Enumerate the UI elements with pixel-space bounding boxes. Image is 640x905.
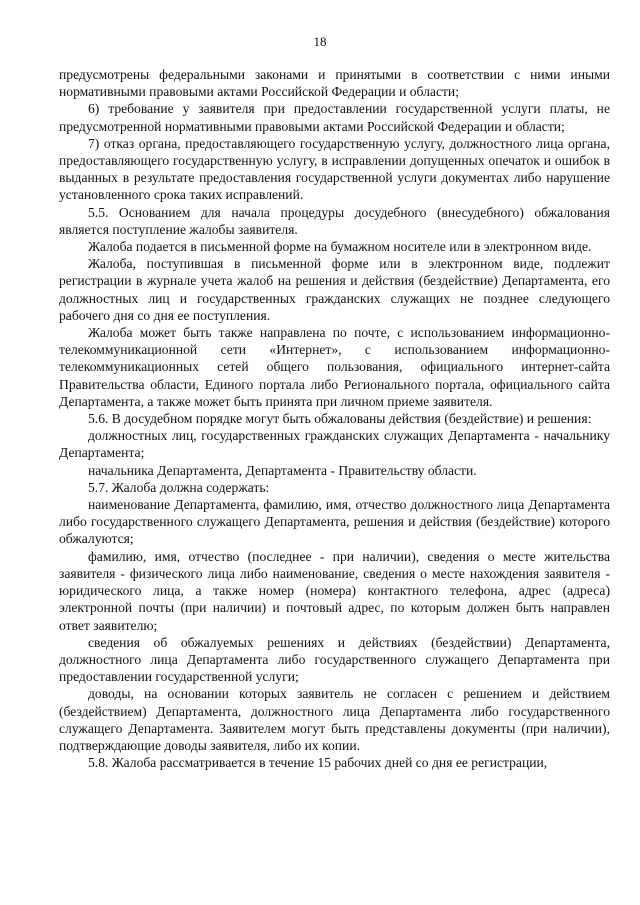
body-text xyxy=(59,66,610,771)
paragraph: 5.5. Основанием для начала процедуры досудебного (внесудебного) обжалования является поступление жалобы заявителя. xyxy=(59,204,610,237)
page-number: 18 xyxy=(313,34,327,49)
paragraph: 5.6. В досудебном порядке могут быть обжалованы действия (бездействие) и решения: xyxy=(88,411,592,427)
paragraph: начальника Департамента, Департамента - Правительству области. xyxy=(88,462,477,478)
paragraph: Жалоба может быть также направлена по почте, с использованием информационно-телекоммуникационной сети «Интернет», с использованием информационно-телекоммуникационных сетей общего пользования, официального интернет-сайта Правительства области, Единого портала либо Регионального портала, официального сайта Департамента, а также может быть принята при личном приеме заявителя. xyxy=(59,325,610,409)
paragraph: 5.8. Жалоба рассматривается в течение 15 рабочих дней со дня ее регистрации, xyxy=(88,755,548,771)
paragraph: Жалоба подается в письменной форме на бумажном носителе или в электронном виде. xyxy=(88,239,592,255)
paragraph: наименование Департамента, фамилию, имя, отчество должностного лица Департамента либо государственного служащего Департамента, решения и действия (бездействие) которого обжалуются; xyxy=(59,497,610,547)
paragraph: сведения об обжалуемых решениях и действиях (бездействии) Департамента, должностного лица Департамента либо государственного служащего Департамента при предоставлении государственной услуги; xyxy=(59,634,610,685)
paragraph: 7) отказ органа, предоставляющего государственную услугу, должностного лица органа, предоставляющего государственную услугу, в исправлении допущенных опечаток и ошибок в выданных в результате предоставления государственной услуги документах либо нарушение установленного срока таких исправлений. xyxy=(59,135,610,203)
paragraph: 5.7. Жалоба должна содержать: xyxy=(88,479,270,495)
paragraph: 6) требование у заявителя при предоставлении государственной услуги платы, не предусмотренной нормативными правовыми актами Российской Федерации и области; xyxy=(59,101,610,134)
paragraph: Жалоба, поступившая в письменной форме или в электронном виде, подлежит регистрации в журнале учета жалоб на решения и действия (бездействие) Департамента, его должностных лиц и государственных гражданских служащих не позднее следующего рабочего дня со дня ее поступления. xyxy=(59,256,610,323)
paragraph: должностных лиц, государственных гражданских служащих Департамента - начальнику Департамента; xyxy=(59,428,610,461)
paragraph: предусмотрены федеральными законами и принятыми в соответствии с ними иными нормативными правовыми актами Российской Федерации и области; xyxy=(59,67,610,100)
paragraph: доводы, на основании которых заявитель не согласен с решением и действием (бездействием) Департамента, должностного лица Департамента либо государственного служащего Департамента. Заявителем могут быть представлены документы (при наличии), подтверждающие доводы заявителя, либо их копии. xyxy=(59,686,610,753)
paragraph: фамилию, имя, отчество (последнее - при наличии), сведения о месте жительства заявителя - физического лица либо наименование, сведения о месте нахождения заявителя - юридического лица, а также номер (номера) контактного телефона, адрес (адреса) электронной почты (при наличии) и почтовый адрес, по которым должен быть направлен ответ заявителю; xyxy=(59,548,610,633)
